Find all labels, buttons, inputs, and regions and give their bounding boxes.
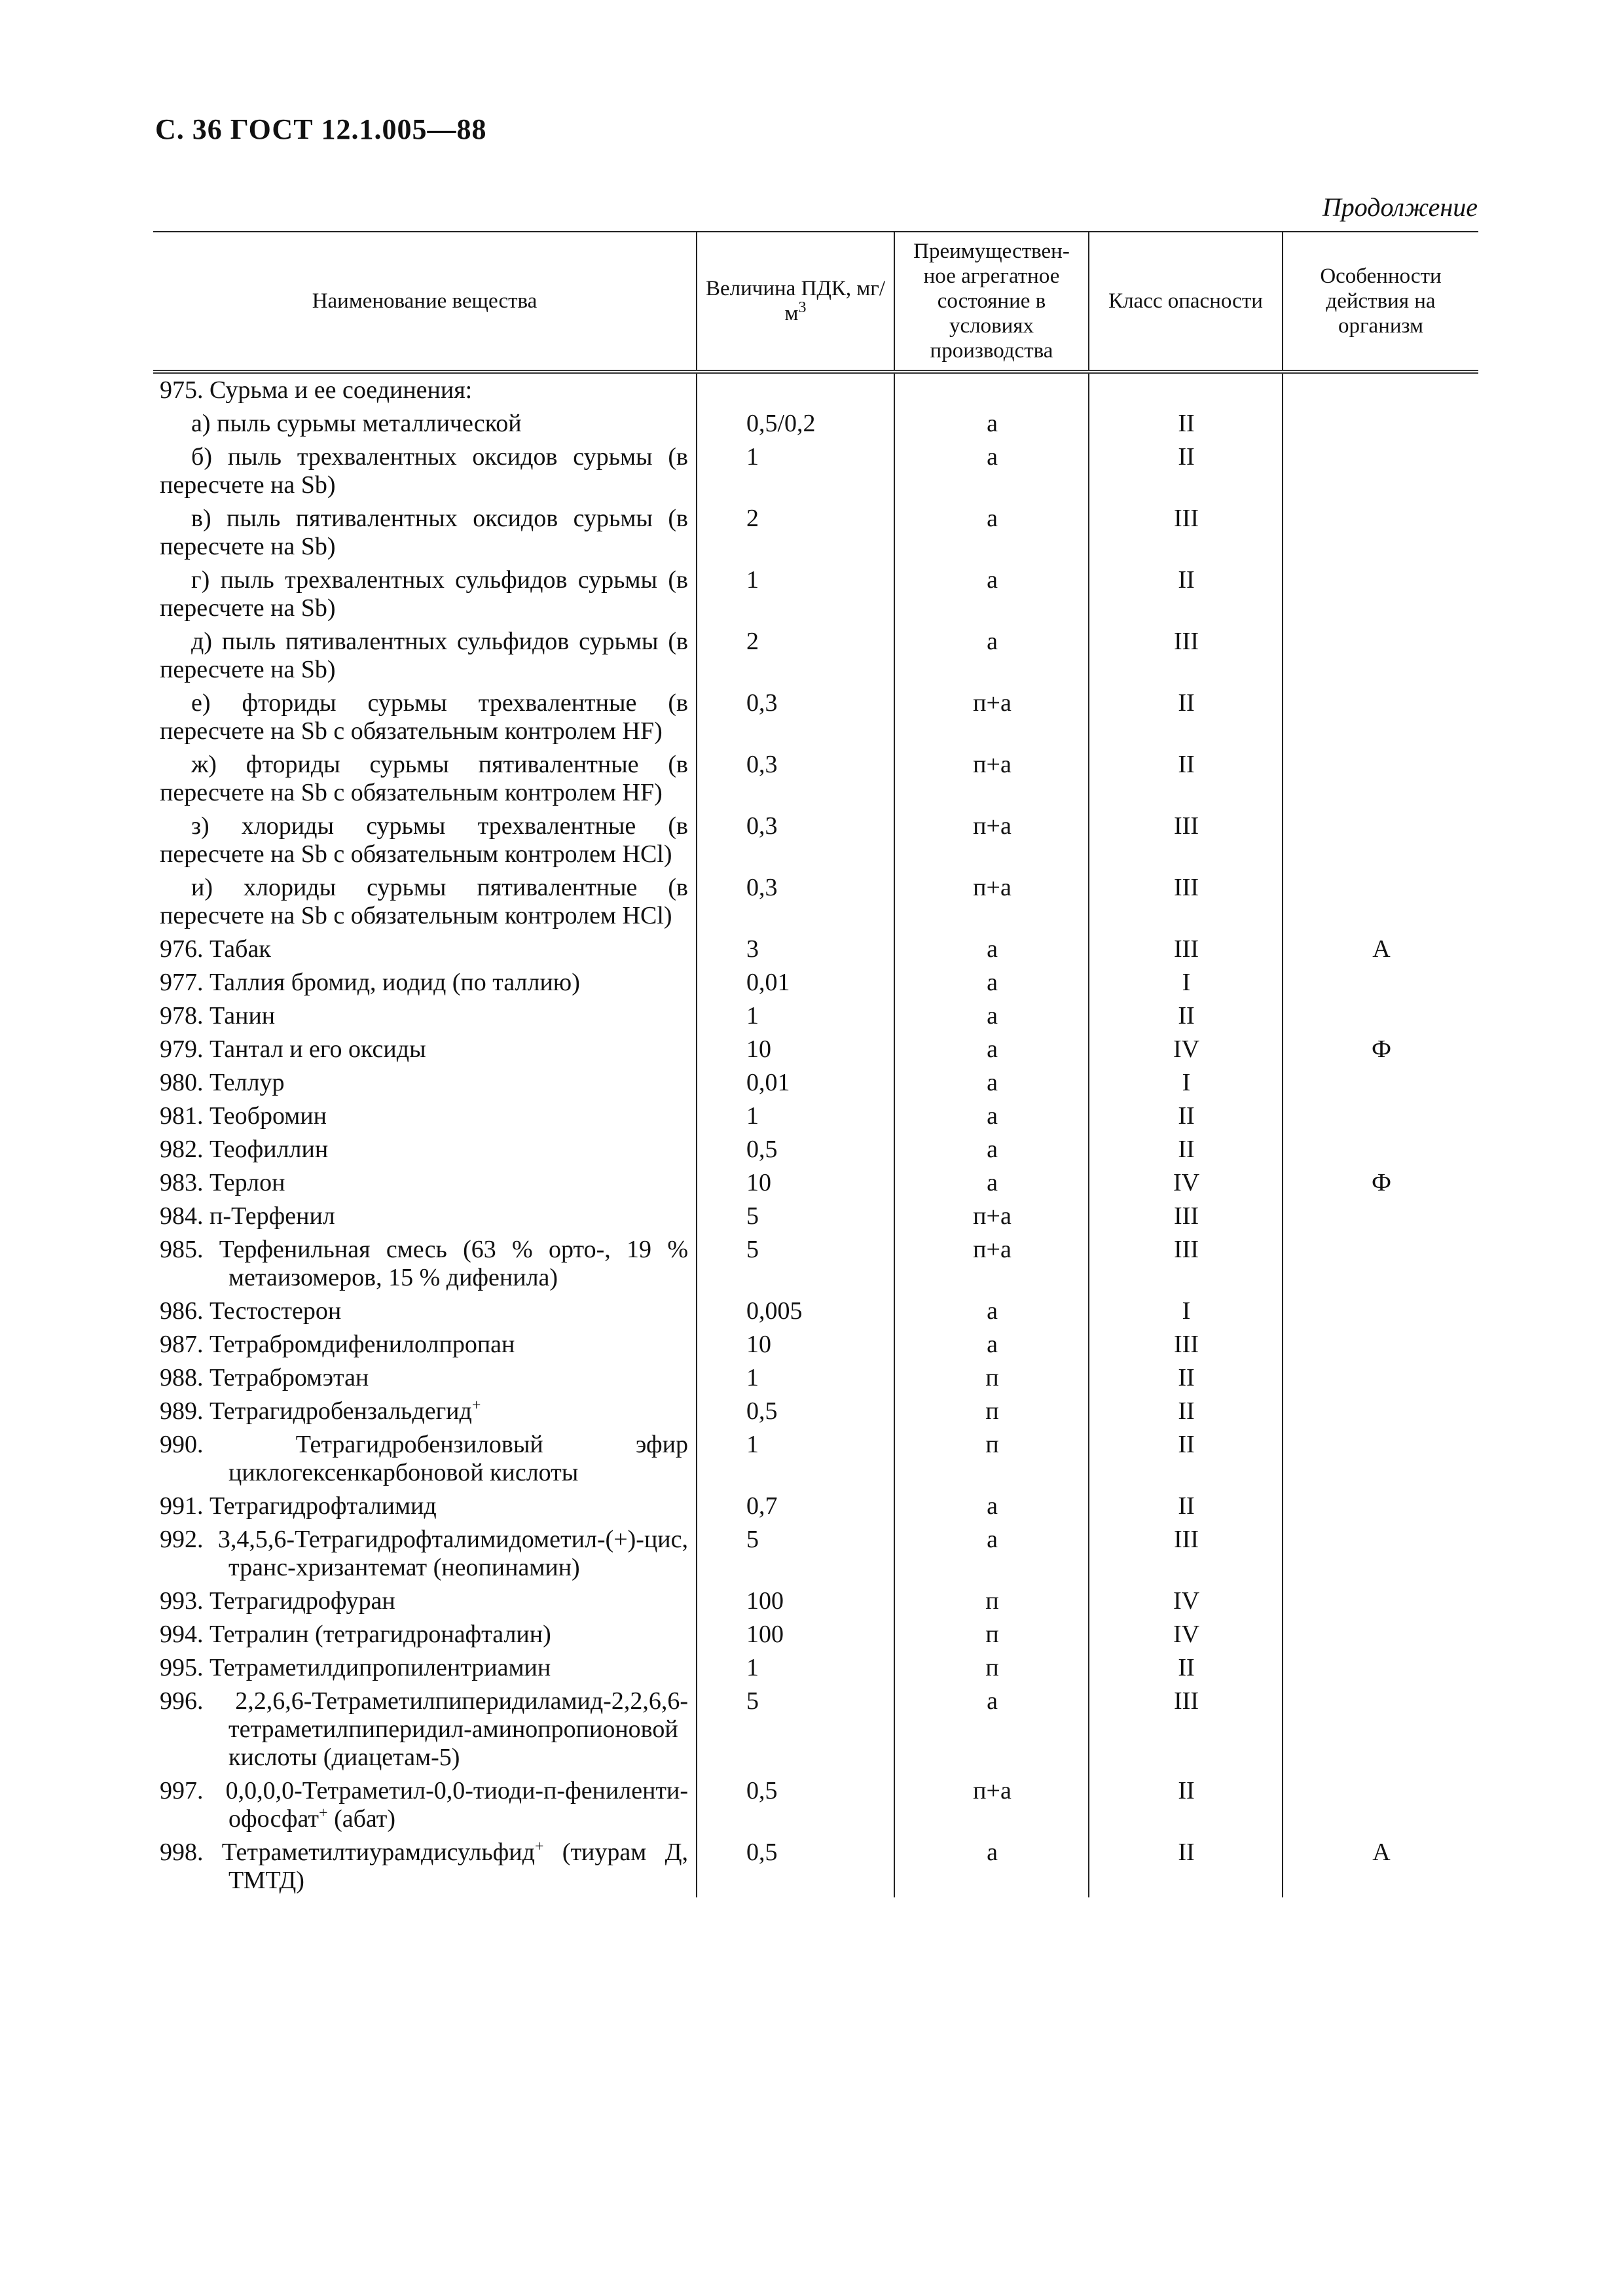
substance-name xyxy=(160,1136,688,1164)
hazard-class: II xyxy=(1089,564,1283,625)
hazard-class: II xyxy=(1089,999,1283,1033)
substance-name-text: г) пыль трехвалентных сульфидов сурьмы (в пересчете на Sb) xyxy=(160,566,688,622)
hazard-class: II xyxy=(1089,440,1283,502)
substance-name xyxy=(160,1397,688,1426)
substance-name xyxy=(160,1431,688,1487)
state-value: п xyxy=(894,1585,1089,1618)
pdk-value: 1 xyxy=(697,1361,894,1395)
pdk-value: 0,3 xyxy=(697,687,894,748)
substance-name-cell xyxy=(153,1328,697,1361)
table-row xyxy=(153,502,1478,564)
pdk-value: 0,5 xyxy=(697,1395,894,1428)
pdk-value: 0,01 xyxy=(697,1066,894,1100)
substance-name-sup: + xyxy=(319,1804,328,1822)
feature-value: Ф xyxy=(1283,1033,1478,1066)
state-value: а xyxy=(894,1133,1089,1166)
substance-name xyxy=(160,628,688,684)
substance-name-text: а) пыль сурьмы металлической xyxy=(191,410,522,437)
state-value: а xyxy=(894,1033,1089,1066)
substances-table xyxy=(153,231,1478,1897)
substance-name-cell xyxy=(153,810,697,871)
substance-name xyxy=(160,1236,688,1292)
substance-name-sup: + xyxy=(534,1838,544,1856)
pdk-value: 10 xyxy=(697,1328,894,1361)
substance-name-text: 992. 3,4,5,6-Тетрагидрофталимидометил-(+)-цис, транс-хризантемат (неопинамин) xyxy=(160,1526,688,1581)
pdk-value: 0,5 xyxy=(697,1836,894,1897)
table-row xyxy=(153,1295,1478,1328)
substance-name-text: 990. Тетрагидробензиловый эфир циклогексенкарбоновой кислоты xyxy=(160,1431,688,1486)
substance-name-cell xyxy=(153,1836,697,1897)
state-value: п xyxy=(894,1618,1089,1651)
table-row xyxy=(153,1166,1478,1200)
feature-value xyxy=(1283,1395,1478,1428)
state-value: п+а xyxy=(894,1774,1089,1836)
feature-value xyxy=(1283,564,1478,625)
state-value: п xyxy=(894,1361,1089,1395)
state-value: п+а xyxy=(894,1233,1089,1295)
pdk-value: 1 xyxy=(697,1100,894,1133)
column-header-class: Класс опасности xyxy=(1089,232,1283,372)
state-value: а xyxy=(894,1328,1089,1361)
substance-name-cell xyxy=(153,1066,697,1100)
hazard-class: II xyxy=(1089,748,1283,810)
hazard-class: II xyxy=(1089,1100,1283,1133)
state-value: а xyxy=(894,1295,1089,1328)
pdk-value: 0,5/0,2 xyxy=(697,407,894,440)
table-row xyxy=(153,1328,1478,1361)
feature-value xyxy=(1283,1774,1478,1836)
feature-value xyxy=(1283,1066,1478,1100)
substance-name-cell xyxy=(153,871,697,933)
substance-name-text: 993. Тетрагидрофуран xyxy=(160,1587,395,1615)
substance-name-tail: (тиурам Д, ТМТД) xyxy=(228,1839,688,1894)
state-value: а xyxy=(894,999,1089,1033)
feature-value xyxy=(1283,1200,1478,1233)
state-value: а xyxy=(894,1523,1089,1585)
substance-name xyxy=(160,1621,688,1649)
hazard-class: II xyxy=(1089,1490,1283,1523)
pdk-value: 0,01 xyxy=(697,966,894,999)
pdk-value: 0,3 xyxy=(697,748,894,810)
substance-name-text: 986. Тестостерон xyxy=(160,1297,342,1325)
table-row xyxy=(153,1490,1478,1523)
column-header-pdk-sup: 3 xyxy=(798,299,807,316)
column-header-state: Преимуществен-ное агрегатное состояние в условиях производства xyxy=(894,232,1089,372)
state-value: п xyxy=(894,1651,1089,1685)
table-row xyxy=(153,1618,1478,1651)
table-row xyxy=(153,1585,1478,1618)
hazard-class: III xyxy=(1089,1233,1283,1295)
state-value: а xyxy=(894,625,1089,687)
substance-name-text: 978. Танин xyxy=(160,1002,276,1030)
feature-value xyxy=(1283,966,1478,999)
state-value: а xyxy=(894,1685,1089,1774)
substance-name xyxy=(160,1687,688,1772)
substance-name-cell xyxy=(153,933,697,966)
hazard-class: III xyxy=(1089,502,1283,564)
table-row xyxy=(153,1395,1478,1428)
table-row xyxy=(153,440,1478,502)
table-row xyxy=(153,1651,1478,1685)
hazard-class: III xyxy=(1089,1523,1283,1585)
table-header-row xyxy=(153,232,1478,372)
hazard-class: IV xyxy=(1089,1033,1283,1066)
table-row xyxy=(153,1200,1478,1233)
substance-name xyxy=(160,1102,688,1130)
pdk-value: 0,005 xyxy=(697,1295,894,1328)
table-row xyxy=(153,871,1478,933)
substance-name-cell xyxy=(153,966,697,999)
state-value: а xyxy=(894,966,1089,999)
feature-value xyxy=(1283,1361,1478,1395)
hazard-class: I xyxy=(1089,1066,1283,1100)
pdk-value: 2 xyxy=(697,625,894,687)
state-value: а xyxy=(894,502,1089,564)
substance-name-cell xyxy=(153,1100,697,1133)
table-body xyxy=(153,372,1478,1897)
table-row xyxy=(153,810,1478,871)
feature-value xyxy=(1283,1651,1478,1685)
table-row xyxy=(153,407,1478,440)
pdk-value: 0,5 xyxy=(697,1774,894,1836)
hazard-class: III xyxy=(1089,625,1283,687)
substance-name-text: 983. Терлон xyxy=(160,1169,285,1196)
substance-name-cell xyxy=(153,748,697,810)
hazard-class: II xyxy=(1089,1651,1283,1685)
hazard-class: IV xyxy=(1089,1618,1283,1651)
page-header: С. 36 ГОСТ 12.1.005—88 xyxy=(155,113,487,145)
feature-value xyxy=(1283,502,1478,564)
substance-name-text: з) хлориды сурьмы трехвалентные (в пересчете на Sb с обязательным контролем HCl) xyxy=(160,812,688,868)
substance-name xyxy=(160,1654,688,1682)
table-row xyxy=(153,564,1478,625)
state-value: п+а xyxy=(894,871,1089,933)
pdk-value: 5 xyxy=(697,1523,894,1585)
pdk-value: 1 xyxy=(697,564,894,625)
substance-name xyxy=(160,1202,688,1230)
pdk-value: 1 xyxy=(697,440,894,502)
feature-value xyxy=(1283,1100,1478,1133)
substance-name-tail: (абат) xyxy=(327,1805,396,1833)
substance-name-cell xyxy=(153,1233,697,1295)
hazard-class: II xyxy=(1089,1774,1283,1836)
table-row xyxy=(153,1836,1478,1897)
hazard-class: IV xyxy=(1089,1166,1283,1200)
substance-name xyxy=(160,1297,688,1325)
substance-name-text: 998. Тетраметилтиурамдисульфид xyxy=(160,1839,535,1866)
substance-name-text: 975. Сурьма и ее соединения: xyxy=(160,376,473,404)
feature-value xyxy=(1283,1295,1478,1328)
substance-name-cell xyxy=(153,1395,697,1428)
state-value: а xyxy=(894,564,1089,625)
feature-value xyxy=(1283,999,1478,1033)
table-row xyxy=(153,999,1478,1033)
pdk-value: 1 xyxy=(697,1428,894,1490)
substance-name-text: 994. Тетралин (тетрагидронафталин) xyxy=(160,1621,551,1648)
pdk-value: 10 xyxy=(697,1166,894,1200)
feature-value: А xyxy=(1283,1836,1478,1897)
substance-name-cell xyxy=(153,1618,697,1651)
substance-name-cell xyxy=(153,372,697,407)
pdk-value: 0,3 xyxy=(697,871,894,933)
table-row xyxy=(153,966,1478,999)
substance-name xyxy=(160,1777,688,1833)
hazard-class: II xyxy=(1089,1361,1283,1395)
pdk-value: 100 xyxy=(697,1618,894,1651)
table-row xyxy=(153,1361,1478,1395)
substance-name-text: и) хлориды сурьмы пятивалентные (в пересчете на Sb с обязательным контролем HCl) xyxy=(160,874,688,929)
pdk-value: 10 xyxy=(697,1033,894,1066)
substance-name-text: 989. Тетрагидробензальдегид xyxy=(160,1397,472,1425)
substance-name-text: 991. Тетрагидрофталимид xyxy=(160,1492,437,1520)
feature-value xyxy=(1283,1428,1478,1490)
feature-value: А xyxy=(1283,933,1478,966)
substance-name xyxy=(160,505,688,561)
substance-name-cell xyxy=(153,687,697,748)
substance-name-text: е) фториды сурьмы трехвалентные (в пересчете на Sb с обязательным контролем HF) xyxy=(160,689,688,745)
substance-name xyxy=(160,935,688,963)
hazard-class: II xyxy=(1089,1133,1283,1166)
substance-name-cell xyxy=(153,1523,697,1585)
substance-name-text: 976. Табак xyxy=(160,935,271,963)
substance-name-cell xyxy=(153,1295,697,1328)
feature-value xyxy=(1283,1490,1478,1523)
substance-name-text: 984. п-Терфенил xyxy=(160,1202,335,1230)
hazard-class: II xyxy=(1089,1428,1283,1490)
substance-name-cell xyxy=(153,1585,697,1618)
hazard-class: III xyxy=(1089,933,1283,966)
hazard-class: II xyxy=(1089,687,1283,748)
substance-name xyxy=(160,1002,688,1030)
substance-name-text: 988. Тетрабромэтан xyxy=(160,1364,369,1391)
hazard-class: IV xyxy=(1089,1585,1283,1618)
state-value: п+а xyxy=(894,810,1089,871)
continuation-label: Продолжение xyxy=(1322,192,1478,222)
table-row xyxy=(153,1066,1478,1100)
substance-name-cell xyxy=(153,625,697,687)
substance-name-text: б) пыль трехвалентных оксидов сурьмы (в пересчете на Sb) xyxy=(160,443,688,499)
substance-name-cell xyxy=(153,1428,697,1490)
substance-name-text: 977. Таллия бромид, иодид (по таллию) xyxy=(160,969,580,996)
state-value: п+а xyxy=(894,748,1089,810)
state-value: а xyxy=(894,407,1089,440)
pdk-value: 0,3 xyxy=(697,810,894,871)
substance-name xyxy=(160,812,688,869)
table-row xyxy=(153,1100,1478,1133)
hazard-class: III xyxy=(1089,1328,1283,1361)
column-header-pdk-text: Величина ПДК, мг/м xyxy=(705,277,886,325)
table-row xyxy=(153,1033,1478,1066)
feature-value xyxy=(1283,810,1478,871)
substance-name xyxy=(160,1069,688,1097)
substance-name-text: 980. Теллур xyxy=(160,1069,285,1096)
feature-value xyxy=(1283,748,1478,810)
substance-name-sup: + xyxy=(471,1397,481,1414)
feature-value: Ф xyxy=(1283,1166,1478,1200)
substance-name-text: д) пыль пятивалентных сульфидов сурьмы (в пересчете на Sb) xyxy=(160,628,688,683)
feature-value xyxy=(1283,1618,1478,1651)
state-value: а xyxy=(894,1836,1089,1897)
feature-value xyxy=(1283,1523,1478,1585)
state-value: а xyxy=(894,1066,1089,1100)
column-header-pdk xyxy=(697,232,894,372)
substance-name-cell xyxy=(153,1361,697,1395)
pdk-value: 5 xyxy=(697,1685,894,1774)
substance-name-text: в) пыль пятивалентных оксидов сурьмы (в пересчете на Sb) xyxy=(160,505,688,560)
state-value: п xyxy=(894,1428,1089,1490)
substance-name-text: 997. 0,0,0,0-Тетраметил-0,0-тиоди-п-фенилентиофосфат xyxy=(160,1777,688,1833)
column-header-name: Наименование вещества xyxy=(153,232,697,372)
hazard-class: II xyxy=(1089,407,1283,440)
pdk-value xyxy=(697,372,894,407)
feature-value xyxy=(1283,687,1478,748)
substance-name-text: 982. Теофиллин xyxy=(160,1136,329,1163)
pdk-value: 2 xyxy=(697,502,894,564)
substance-name-cell xyxy=(153,1200,697,1233)
state-value: п+а xyxy=(894,687,1089,748)
pdk-value: 5 xyxy=(697,1233,894,1295)
substance-name-text: 987. Тетрабромдифенилолпропан xyxy=(160,1331,515,1358)
substance-name-cell xyxy=(153,1490,697,1523)
pdk-value: 0,5 xyxy=(697,1133,894,1166)
feature-value xyxy=(1283,1133,1478,1166)
state-value: п xyxy=(894,1395,1089,1428)
substance-name xyxy=(160,1587,688,1615)
substance-name xyxy=(160,1169,688,1197)
state-value: а xyxy=(894,933,1089,966)
feature-value xyxy=(1283,1585,1478,1618)
state-value: а xyxy=(894,1166,1089,1200)
hazard-class: I xyxy=(1089,1295,1283,1328)
pdk-value: 1 xyxy=(697,999,894,1033)
hazard-class: III xyxy=(1089,1685,1283,1774)
table-row xyxy=(153,1133,1478,1166)
substance-name-cell xyxy=(153,502,697,564)
hazard-class: II xyxy=(1089,1395,1283,1428)
substance-name-cell xyxy=(153,1651,697,1685)
substance-name xyxy=(160,1331,688,1359)
table-row xyxy=(153,748,1478,810)
substance-name xyxy=(160,410,688,438)
substance-name xyxy=(160,751,688,807)
state-value: п+а xyxy=(894,1200,1089,1233)
hazard-class: III xyxy=(1089,1200,1283,1233)
table-row xyxy=(153,372,1478,407)
substance-name xyxy=(160,1839,688,1895)
substance-name-cell xyxy=(153,1133,697,1166)
table-row xyxy=(153,1428,1478,1490)
feature-value xyxy=(1283,372,1478,407)
substance-name-cell xyxy=(153,564,697,625)
state-value xyxy=(894,372,1089,407)
feature-value xyxy=(1283,871,1478,933)
substance-name xyxy=(160,1526,688,1582)
substance-name-text: 981. Теобромин xyxy=(160,1102,327,1130)
substance-name xyxy=(160,376,688,404)
table-row xyxy=(153,933,1478,966)
substance-name-text: 985. Терфенильная смесь (63 % орто-, 19 % метаизомеров, 15 % дифенила) xyxy=(160,1236,688,1291)
table-row xyxy=(153,625,1478,687)
substance-name-cell xyxy=(153,407,697,440)
state-value: а xyxy=(894,440,1089,502)
feature-value xyxy=(1283,1233,1478,1295)
substance-name-cell xyxy=(153,1685,697,1774)
pdk-value: 5 xyxy=(697,1200,894,1233)
pdk-value: 1 xyxy=(697,1651,894,1685)
substance-name xyxy=(160,1364,688,1392)
substance-name xyxy=(160,1492,688,1520)
feature-value xyxy=(1283,440,1478,502)
substance-name xyxy=(160,689,688,745)
feature-value xyxy=(1283,1685,1478,1774)
substance-name-text: ж) фториды сурьмы пятивалентные (в пересчете на Sb с обязательным контролем HF) xyxy=(160,751,688,806)
feature-value xyxy=(1283,1328,1478,1361)
substance-name-cell xyxy=(153,440,697,502)
feature-value xyxy=(1283,407,1478,440)
substance-name-text: 996. 2,2,6,6-Тетраметилпиперидиламид-2,2,6,6-тетраметилпиперидил-аминопропионовой кислоты (диацетам-5) xyxy=(160,1687,688,1771)
table-row xyxy=(153,1774,1478,1836)
hazard-class: I xyxy=(1089,966,1283,999)
hazard-class: II xyxy=(1089,1836,1283,1897)
substance-name-cell xyxy=(153,1166,697,1200)
substance-name-text: 979. Тантал и его оксиды xyxy=(160,1035,426,1063)
pdk-value: 100 xyxy=(697,1585,894,1618)
state-value: а xyxy=(894,1490,1089,1523)
substance-name-cell xyxy=(153,1033,697,1066)
substance-name xyxy=(160,1035,688,1064)
table-row xyxy=(153,1523,1478,1585)
state-value: а xyxy=(894,1100,1089,1133)
substance-name xyxy=(160,874,688,930)
hazard-class xyxy=(1089,372,1283,407)
table-row xyxy=(153,1233,1478,1295)
hazard-class: III xyxy=(1089,871,1283,933)
feature-value xyxy=(1283,625,1478,687)
hazard-class: III xyxy=(1089,810,1283,871)
pdk-value: 0,7 xyxy=(697,1490,894,1523)
pdk-value: 3 xyxy=(697,933,894,966)
substance-name-cell xyxy=(153,999,697,1033)
substance-name xyxy=(160,443,688,499)
table-row xyxy=(153,1685,1478,1774)
substance-name xyxy=(160,566,688,622)
substance-name xyxy=(160,969,688,997)
substance-name-cell xyxy=(153,1774,697,1836)
substance-name-text: 995. Тетраметилдипропилентриамин xyxy=(160,1654,551,1681)
column-header-features: Особенности действия на организм xyxy=(1283,232,1478,372)
table-row xyxy=(153,687,1478,748)
